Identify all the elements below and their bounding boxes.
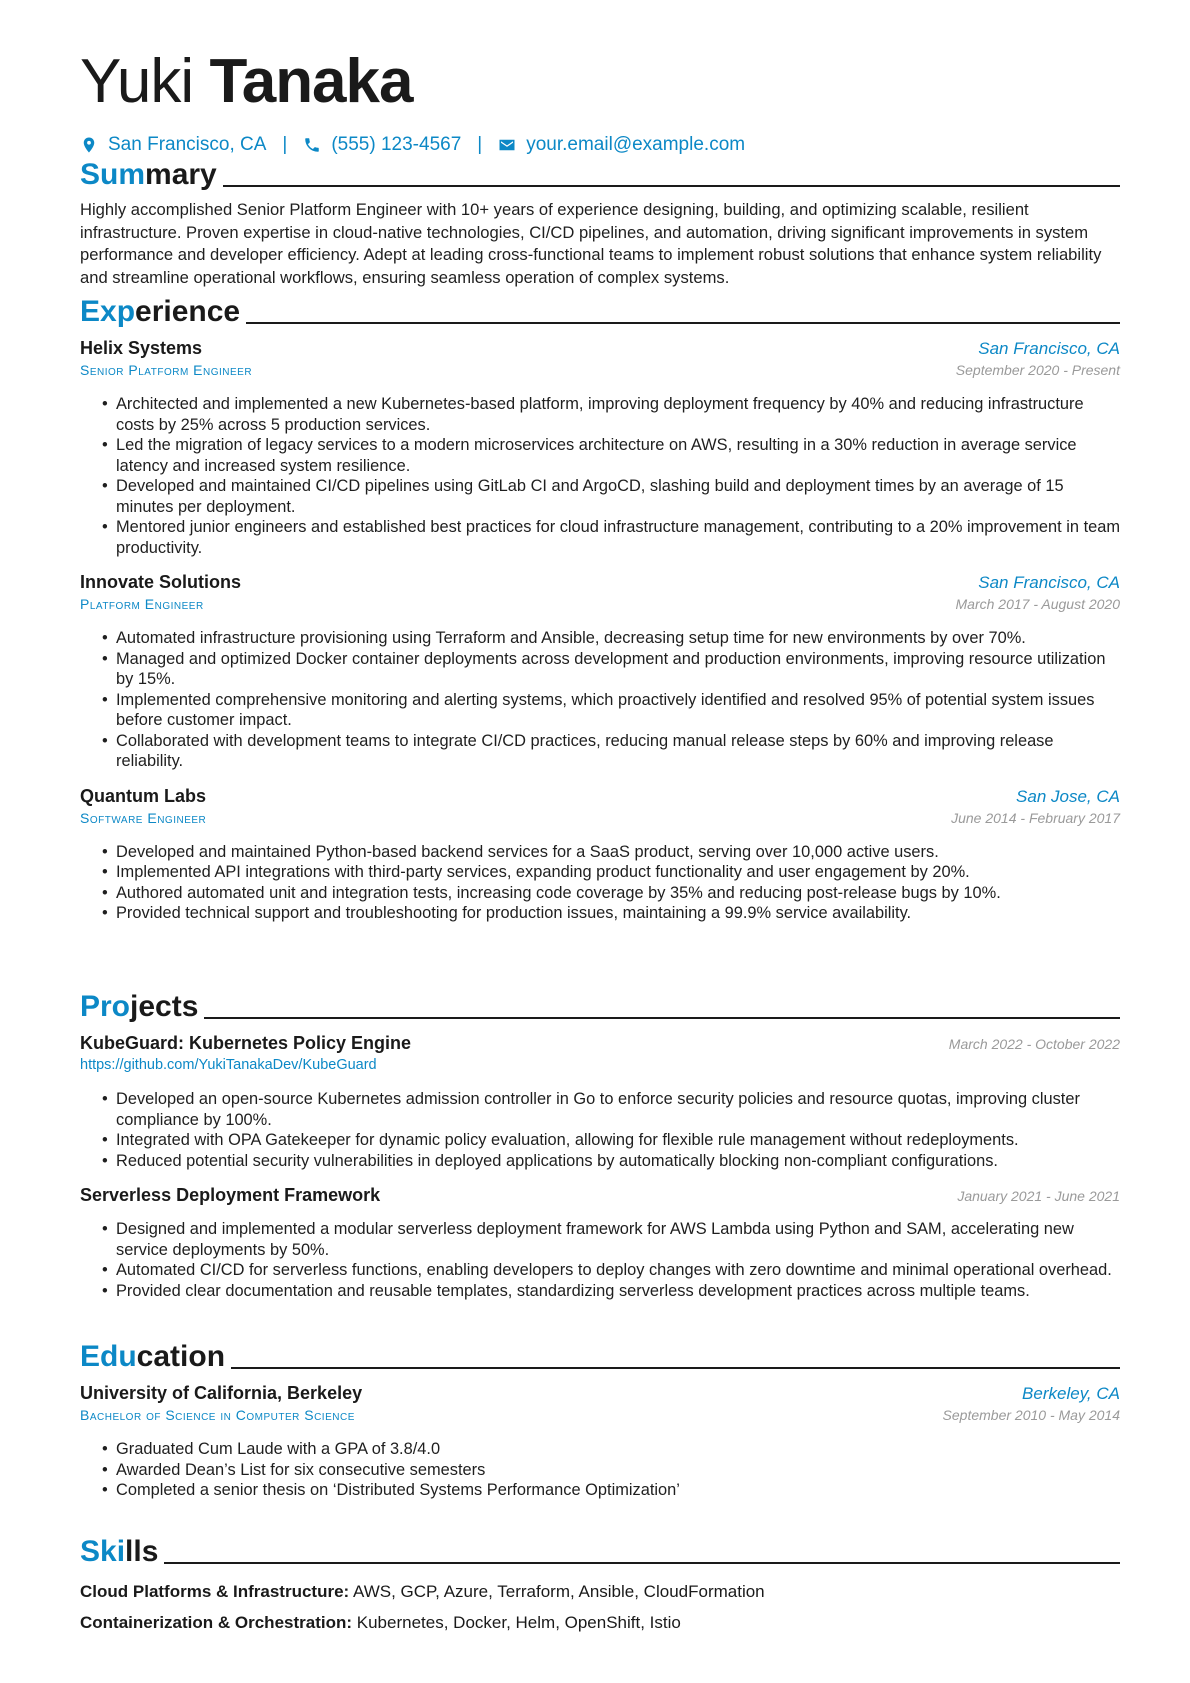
- section-title: Education: [80, 1340, 226, 1373]
- bullet-item: • Architected and implemented a new Kubernetes-based platform, improving deployment frequency by 40% and reducing infrastructure costs by 25% across 5 production services.: [80, 394, 1120, 435]
- section-rule: [223, 185, 1120, 187]
- skills-heading: [80, 1530, 1120, 1570]
- candidate-name: [80, 42, 413, 122]
- bullet-item: • Developed an open-source Kubernetes admission controller in Go to enforce security policies and resource quotas, improving cluster compliance by 100%.: [80, 1089, 1120, 1130]
- job-bullets: [80, 394, 1120, 558]
- job-title: Platform Engineer: [80, 596, 204, 612]
- bullet-item: • Developed and maintained CI/CD pipelines using GitLab CI and ArgoCD, slashing build and deployment times by an average of 15 minutes per deployment.: [80, 476, 1120, 517]
- job-entry: [80, 338, 1120, 558]
- project-name: KubeGuard: Kubernetes Policy Engine: [80, 1033, 412, 1053]
- bullet-item: • Implemented API integrations with third-party services, expanding product functionality and user engagement by 20%.: [80, 862, 1120, 883]
- location-text: San Francisco, CA: [108, 134, 267, 155]
- job-dates: September 2020 - Present: [955, 362, 1120, 378]
- bullet-item: • Collaborated with development teams to integrate CI/CD practices, reducing manual release steps by 60% and improving release reliability.: [80, 731, 1120, 772]
- job-entry: [80, 572, 1120, 772]
- last-name: Tanaka: [209, 47, 413, 116]
- bullet-item: • Automated CI/CD for serverless functions, enabling developers to deploy changes with zero downtime and minimal operational overhead.: [80, 1260, 1120, 1281]
- project-name: Serverless Deployment Framework: [80, 1185, 381, 1205]
- job-dates: March 2017 - August 2020: [955, 596, 1120, 612]
- project-dates: March 2022 - October 2022: [948, 1036, 1120, 1052]
- bullet-item: • Awarded Dean’s List for six consecutive semesters: [80, 1460, 1120, 1481]
- education-entry: [80, 1383, 1120, 1501]
- job-bullets: [80, 628, 1120, 772]
- project-bullets: [80, 1089, 1120, 1171]
- section-title: Summary: [80, 158, 217, 191]
- separator: |: [477, 134, 483, 155]
- projects-heading: [80, 985, 1120, 1025]
- section-title: Experience: [80, 295, 241, 328]
- experience-heading: [80, 290, 1120, 330]
- skill-values: Kubernetes, Docker, Helm, OpenShift, Istio: [356, 1613, 681, 1632]
- company-name: Helix Systems: [80, 338, 203, 358]
- bullet-item: • Graduated Cum Laude with a GPA of 3.8/4.0: [80, 1439, 1120, 1460]
- first-name: Yuki: [80, 47, 194, 116]
- degree: Bachelor of Science in Computer Science: [80, 1407, 355, 1423]
- section-rule: [164, 1562, 1120, 1564]
- section-rule: [204, 1017, 1120, 1019]
- phone-text: (555) 123-4567: [331, 134, 462, 155]
- bullet-item: • Mentored junior engineers and established best practices for cloud infrastructure management, contributing to a 20% improvement in team productivity.: [80, 517, 1120, 558]
- section-title: Skills: [80, 1535, 159, 1568]
- project-dates: January 2021 - June 2021: [957, 1188, 1120, 1204]
- section-rule: [246, 322, 1120, 324]
- bullet-item: • Automated infrastructure provisioning using Terraform and Ansible, decreasing setup time for new environments by over 70%.: [80, 628, 1120, 649]
- project-link[interactable]: https://github.com/YukiTanakaDev/KubeGuard: [80, 1057, 377, 1073]
- bullet-item: • Led the migration of legacy services to a modern microservices architecture on AWS, resulting in a 30% reduction in average service latency and increased system resilience.: [80, 435, 1120, 476]
- map-pin-icon: [80, 136, 98, 154]
- skill-values: AWS, GCP, Azure, Terraform, Ansible, CloudFormation: [353, 1582, 765, 1601]
- envelope-icon: [498, 136, 516, 154]
- job-location: San Jose, CA: [1016, 786, 1120, 806]
- job-title: Software Engineer: [80, 809, 207, 826]
- company-name: Innovate Solutions: [80, 572, 242, 592]
- job-title: Senior Platform Engineer: [80, 362, 253, 378]
- summary-text: Highly accomplished Senior Platform Engineer with 10+ years of experience designing, building, and optimizing scalable, resilient infrastructure. Proven expertise in cloud-native technologies, CI/CD pipelines, and automation, driving significant improvements in system performance and developer efficiency. Adept at leading cross-functional teams to implement robust solutions that enhance system reliability and streamline operational workflows, ensuring seamless operation of complex systems.: [80, 200, 1102, 287]
- experience-section: [80, 290, 1120, 924]
- skill-line: [80, 1576, 1120, 1607]
- education-section: [80, 1335, 1120, 1501]
- school-name: University of California, Berkeley: [80, 1383, 363, 1403]
- bullet-item: • Developed and maintained Python-based backend services for a SaaS product, serving over 10,000 active users.: [80, 842, 1120, 863]
- bullet-item: • Implemented comprehensive monitoring and alerting systems, which proactively identified and resolved 95% of potential system issues before customer impact.: [80, 690, 1120, 731]
- email-text: your.email@example.com: [526, 134, 746, 155]
- section-title: Projects: [80, 990, 199, 1023]
- projects-section: [80, 985, 1120, 1301]
- education-bullets: [80, 1439, 1120, 1501]
- education-heading: [80, 1335, 1120, 1375]
- project-entry: [80, 1185, 1120, 1301]
- skills-section: [80, 1530, 1120, 1638]
- skill-label: Containerization & Orchestration:: [80, 1613, 353, 1632]
- job-dates: June 2014 - February 2017: [951, 809, 1120, 826]
- school-location: Berkeley, CA: [1022, 1384, 1120, 1403]
- bullet-item: • Provided clear documentation and reusable templates, standardizing serverless development practices across multiple teams.: [80, 1281, 1120, 1302]
- project-bullets: [80, 1219, 1120, 1301]
- summary-section: [80, 153, 1120, 289]
- bullet-item: • Designed and implemented a modular serverless deployment framework for AWS Lambda using Python and SAM, accelerating new service deployments by 50%.: [80, 1219, 1120, 1260]
- separator: |: [282, 134, 288, 155]
- skill-label: Cloud Platforms & Infrastructure:: [80, 1582, 350, 1601]
- bullet-item: • Authored automated unit and integration tests, increasing code coverage by 35% and reducing post-release bugs by 10%.: [80, 883, 1120, 904]
- summary-heading: [80, 153, 1120, 193]
- section-rule: [231, 1367, 1120, 1369]
- bullet-item: • Reduced potential security vulnerabilities in deployed applications by automatically blocking non-compliant configurations.: [80, 1151, 1120, 1172]
- job-location: San Francisco, CA: [978, 339, 1120, 358]
- bullet-item: • Completed a senior thesis on ‘Distributed Systems Performance Optimization’: [80, 1480, 1120, 1501]
- company-name: Quantum Labs: [80, 785, 207, 806]
- project-entry: [80, 1033, 1120, 1171]
- job-entry: [80, 786, 1120, 924]
- bullet-item: • Provided technical support and troubleshooting for production issues, maintaining a 99.9% service availability.: [80, 903, 1120, 924]
- job-location: San Francisco, CA: [978, 573, 1120, 592]
- education-dates: September 2010 - May 2014: [942, 1407, 1120, 1423]
- bullet-item: • Integrated with OPA Gatekeeper for dynamic policy evaluation, allowing for flexible rule management without redeployments.: [80, 1130, 1120, 1151]
- job-bullets: [80, 842, 1120, 924]
- skill-line: [80, 1607, 1120, 1638]
- phone-icon: [303, 136, 321, 154]
- bullet-item: • Managed and optimized Docker container deployments across development and production environments, improving resource utilization by 15%.: [80, 649, 1120, 690]
